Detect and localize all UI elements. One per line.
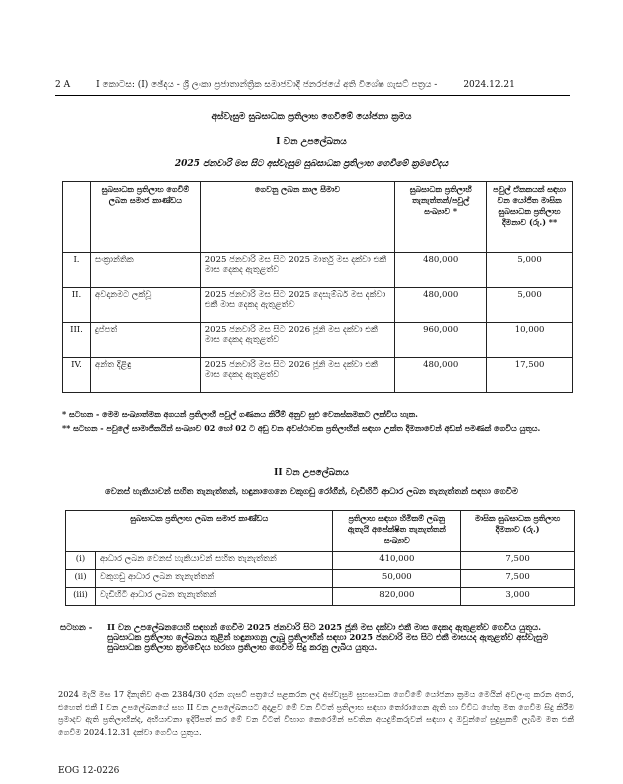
row-period: 2025 ජනවාරි මස සිට 2025 දෙසැම්බර් මස දක්වා එකී මාස දෙකද ඇතුළත්ව <box>200 288 395 323</box>
document-title: අස්වැසුම සුබසාධක ප්‍රතිලාභ ගෙවීමේ යෝජනා ක්‍රමය <box>211 112 412 122</box>
note-label: සටහන - <box>60 623 93 633</box>
row-category: අවදානමට ලක්වූ <box>90 288 200 323</box>
row-count: 820,000 <box>333 588 461 606</box>
row-amount: 5,000 <box>487 253 573 288</box>
table-row <box>63 253 573 288</box>
schedule-2-heading: II වන උපලේඛනය <box>274 468 349 478</box>
table-row <box>63 358 573 393</box>
row-count: 410,000 <box>333 552 461 570</box>
row-number: (ii) <box>66 570 96 588</box>
body-paragraph: 2024 මැයි මස 17 දිනැතිව අංක 2384/30 දරන ගැසට් පත්‍රයේ පළකරන ලද අස්වැසුම සුභසාධක ගෙවීමේ යෝජනා ක්‍රමය මෙයින් අවලංගු කරන අතර, එහෙත් එකී I වන උපලේඛනයේ සහ II වන උපලේඛනයට අදාළව මේ වන විටත් ප්‍රතිලාභ සඳහා තෝරාගෙන ඇති හා විවිධ හේතු මත ගෙවීම සිදු කිරීම ප්‍රමාදව ඇති ප්‍රතිලාභීන්ද, අභියාචනා ඉදිරිපත් කර මේ වන විටත් විභාග කෙරෙමින් පවතින අයදුම්කරුවන් සඳහා ද ඔවුන්ගේ සුදුසුකම් ලැබීම මත එකී ගෙවීම 2024.12.31 දක්වා ගෙවිය යුතුය. <box>58 689 574 737</box>
table-row <box>63 288 573 323</box>
row-number: III. <box>63 323 91 358</box>
row-category: අන්ත දිළිඳු <box>90 358 200 393</box>
table-row <box>66 570 575 588</box>
row-amount: 5,000 <box>487 288 573 323</box>
row-number: (i) <box>66 552 96 570</box>
col-header: පවුල් ඒකකයක් සඳහා වන යෝජිත මාසික සුබසාධක ප්‍රතිලාභ දීමනාව (රු.) ** <box>487 182 573 253</box>
row-count: 480,000 <box>395 288 487 323</box>
page-number: 2 A <box>55 80 71 90</box>
row-category: වකුගඩු ආධාර ලබන තැනැත්තන් <box>95 570 332 588</box>
note-text: II වන උපලේඛනයෙහි සඳහන් ගෙවීම 2025 ජනවාරි සිට 2025 ජූනි මස දක්වා එකී මාස දෙකද ඇතුළත්ව ගෙවිය යුතුය. සුබසාධක ප්‍රතිලාභ ලේඛනය තුළින් හඳුනාගනු ලැබූ ප්‍රතිලාභීන් සඳහා 2025 ජනවාරි මස සිට එකී මාසයද ඇතුළත්ව අස්වැසුම සුබසාධක ප්‍රතිලාභ ක්‍රමවේදය හරහා ප්‍රතිලාභ ගෙවීම සිදු කරනු ලැබිය යුතුය. <box>107 623 549 653</box>
row-amount: 7,500 <box>461 552 575 570</box>
header-rule <box>55 95 570 96</box>
row-count: 50,000 <box>333 570 461 588</box>
row-number: (iii) <box>66 588 96 606</box>
schedule-2-table <box>65 510 575 606</box>
row-category: ආධාර ලබන වෙනස් හැකියාවන් සහිත තැනැත්තන් <box>95 552 332 570</box>
row-period: 2025 ජනවාරි මස සිට 2026 ජූනි මස දක්වා එකී මාස දෙකද ඇතුළත්ව <box>200 358 395 393</box>
row-category: සංක්‍රාන්තික <box>90 253 200 288</box>
row-amount: 3,000 <box>461 588 575 606</box>
schedule-1-note-1: * සටහන - මෙම සංඛ්‍යාත්මක අගයන් ප්‍රතිලාභී පවුල් ගණනය කිරීම් අනුව සුළු වෙනස්කමකට ලක්විය හැක. <box>62 409 418 419</box>
schedule-1-note-2: ** සටහන - පවුලේ සාමාජිකයින් සංඛ්‍යාව 02 හෝ 02 ට අඩු වන අවස්ථාවක ප්‍රතිලාභීන් සඳහා උක්ත දීමනාවෙන් අඩක් පමණක් ගෙවිය යුතුය. <box>62 423 541 433</box>
table-row <box>66 588 575 606</box>
schedule-1-subheading: 2025 ජනවාරි මස සිට අස්වැසුම සුබසාධක ප්‍රතිලාභ ගෙවීමේ ක්‍රමවේදය <box>174 159 449 169</box>
gazette-date: 2024.12.21 <box>463 80 515 90</box>
col-header: ප්‍රතිලාභ සඳහා හිමිකම් ලබනු ඇතැයි අපේක්ෂිත තැනැත්තන් සංඛ්‍යාව <box>333 511 461 552</box>
col-header <box>63 182 91 253</box>
row-number: II. <box>63 288 91 323</box>
row-number: IV. <box>63 358 91 393</box>
schedule-1-table <box>62 181 573 393</box>
row-amount: 10,000 <box>487 323 573 358</box>
row-period: 2025 ජනවාරි මස සිට 2025 මාර්තු මස දක්වා එකී මාස දෙකද ඇතුළත්ව <box>200 253 395 288</box>
table-row <box>66 552 575 570</box>
col-header: සුබසාධක ප්‍රතිලාභ ලබන සමාජ කාණ්ඩය <box>66 511 333 552</box>
row-number: I. <box>63 253 91 288</box>
row-category: දුප්පත් <box>90 323 200 358</box>
gazette-title: I කොටස: (I) ඡේදය - ශ්‍රී ලංකා ප්‍රජාතාන්ත්‍රික සමාජවාදී ජනරජයේ අති විශේෂ ගැසට් පත්‍රය - <box>96 80 438 90</box>
schedule-2-subheading: වෙනස් හැකියාවන් සහිත තැනැත්තන්, හඳුනාගෙනෙ වකුගඩු රෝගීන්, වැඩිහිටි ආධාර ලබන තැනැත්තන් සඳහා ගෙවීම <box>105 487 518 497</box>
schedule-2-note <box>60 623 575 653</box>
col-header: මාසික සුබසාධක ප්‍රතිලාභ දීමනාව (රු.) <box>461 511 575 552</box>
schedule-1-heading: I වන උපලේඛනය <box>276 137 347 147</box>
row-amount: 7,500 <box>461 570 575 588</box>
page-header <box>55 80 570 90</box>
row-count: 480,000 <box>395 253 487 288</box>
col-header: ගෙවනු ලබන කාල සීමාව <box>200 182 395 253</box>
table-row <box>63 323 573 358</box>
row-count: 480,000 <box>395 358 487 393</box>
col-header: සුබසාධක ප්‍රතිලාභ ගෙවීම් ලබන සමාජ කාණ්ඩය <box>90 182 200 253</box>
row-count: 960,000 <box>395 323 487 358</box>
row-category: වැඩිහිටි ආධාර ලබන තැනැත්තන් <box>95 588 332 606</box>
row-amount: 17,500 <box>487 358 573 393</box>
row-period: 2025 ජනවාරි මස සිට 2026 ජූනි මස දක්වා එකී මාස දෙකද ඇතුළත්ව <box>200 323 395 358</box>
col-header: සුබසාධක ප්‍රතිලාභී තැනැත්තන්/පවුල් සංඛ්‍යාව * <box>395 182 487 253</box>
footer-code: EOG 12-0226 <box>58 766 120 776</box>
